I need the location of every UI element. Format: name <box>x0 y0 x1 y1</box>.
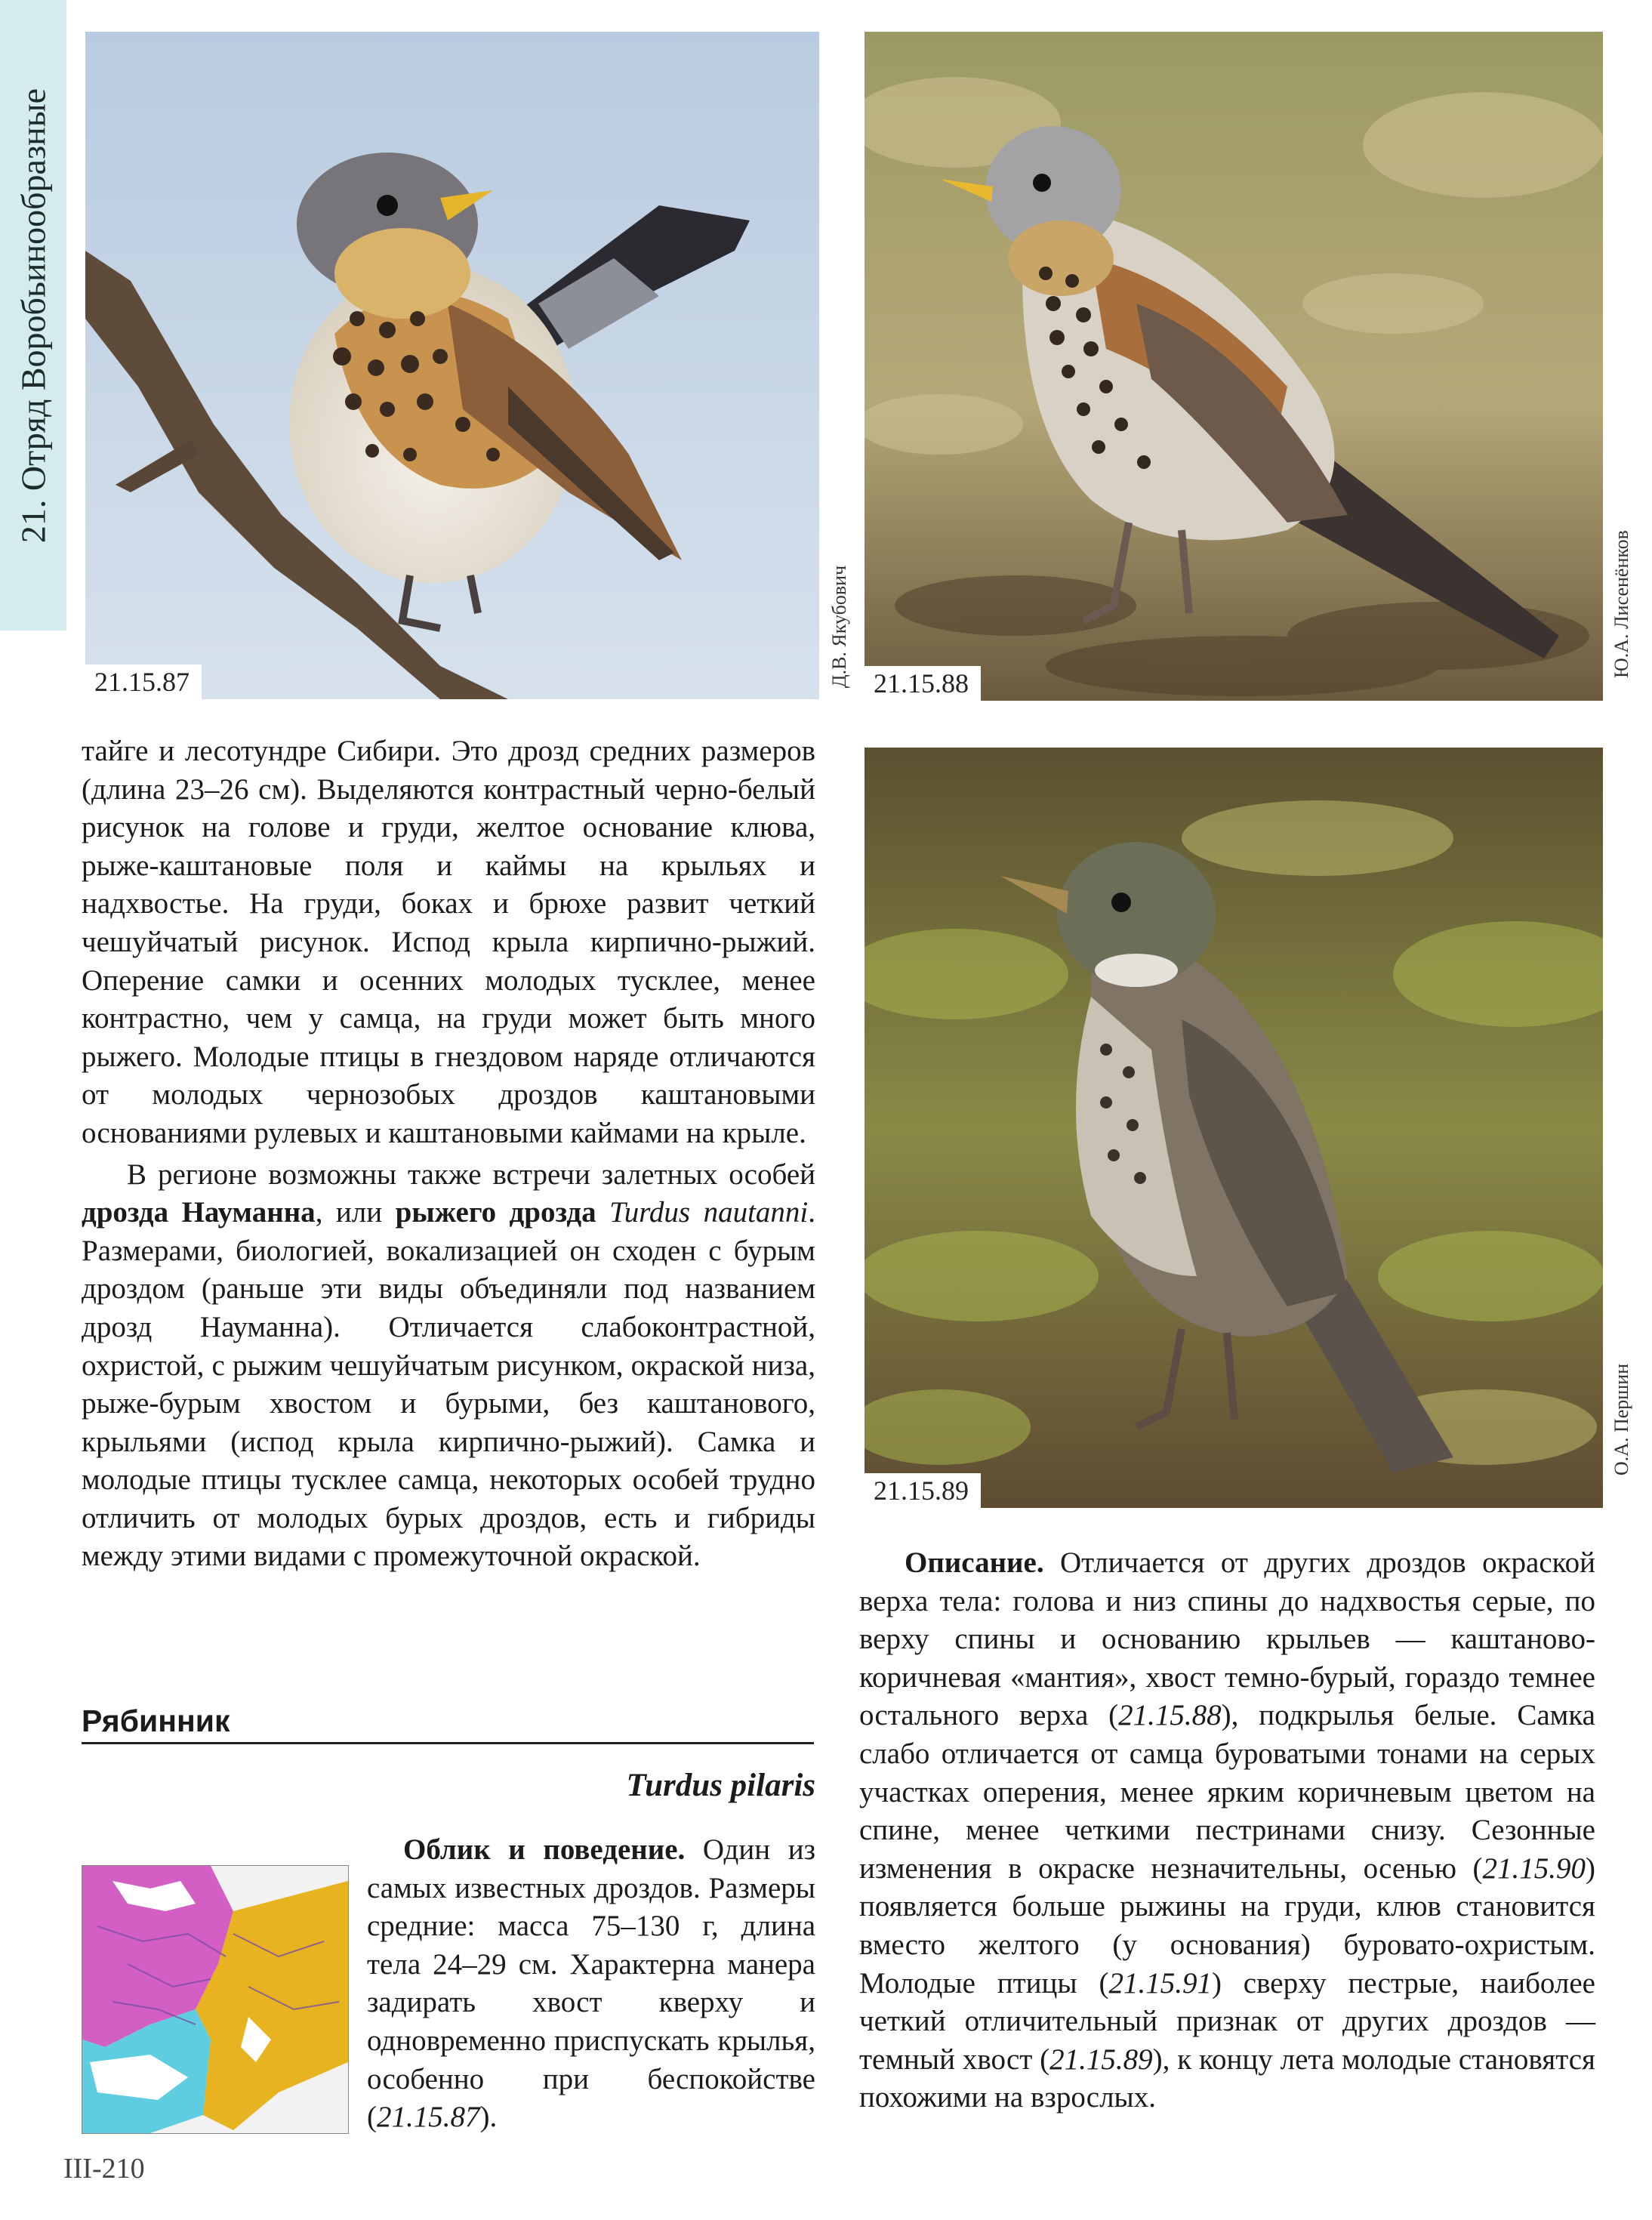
photo-credit: Ю.А. Лисенёнков <box>1610 530 1632 678</box>
photo-fieldfare-ground <box>865 32 1603 701</box>
text-run: ), подкрылья белые. Самка слабо отличается от самца буроватыми тонами на серых участках оперения, менее ярким коричневым цветом на спине, менее четкими пестринами снизу. Сезонные изменения в окраске незначительны, осенью ( <box>859 1699 1595 1885</box>
text-run: ) сверху пестрые, наиболее четкий отличительный признак от других дроздов — темный хвост ( <box>859 1966 1595 2076</box>
text-run: ). <box>479 2101 498 2134</box>
text-run: Один из самых известных дроздов. Размеры средние: масса 75–130 г, длина тела 24–29 см. Характерна манера задирать хвост кверху и одновременно приспускать крылья, особенно при беспокойстве ( <box>367 1833 815 2134</box>
species-latin-name: Turdus pilaris <box>626 1768 815 1803</box>
text-run: В регионе возможны также встречи залетных особей <box>127 1158 815 1191</box>
paragraph-behavior <box>367 1831 815 2137</box>
photo-ref: 21.15.87 <box>377 2101 480 2134</box>
range-map <box>82 1865 349 2134</box>
paragraph-description <box>859 1544 1595 2117</box>
text-run: ) появляется больше рыжины на груди, клюв становится вместо желтого (у основания) буровато-охристым. Молодые птицы ( <box>859 1852 1595 2000</box>
photo-fieldfare-branch <box>85 32 819 699</box>
photo-label: 21.15.87 <box>85 664 202 699</box>
species-name: рыжего дрозда <box>395 1196 596 1229</box>
photo-label: 21.15.89 <box>865 1473 981 1508</box>
text-run: ), к концу лета молодые становятся похожими на взрослых. <box>859 2043 1595 2114</box>
photo-credit: О.А. Першин <box>1610 1363 1632 1476</box>
photo-ref: 21.15.89 <box>1049 2043 1153 2076</box>
left-column-text <box>82 732 815 1576</box>
text-run: Отличается от других дроздов окраской верха тела: голова и низ спины до надхвостья серые, по верху спины и основанию крыльев — каштаново-коричневая «мантия», хвост темно-бурый, гораздо темнее остального верха ( <box>859 1546 1595 1732</box>
species-heading: Рябинник <box>82 1704 814 1744</box>
bird-on-branch-image <box>85 32 819 699</box>
text-run: . Размерами, биологией, вокализацией он сходен с бурым дроздом (раньше эти виды объединяли под названием дрозд Науманна). Отличается слабоконтрастной, охристой, с рыжим чешуйчатым рисунком, окраской низа, рыже-бурым хвостом и бурыми, без каштанового, крыльями (испод крыла кирпично-рыжий). Самка и молодые птицы тусклее самца, некоторых особей трудно отличить от молодых бурых дроздов, есть и гибриды между этими видами с промежуточной окраской. <box>82 1196 816 1573</box>
chapter-tab <box>0 0 66 631</box>
description-text <box>859 1544 1595 2117</box>
photo-ref: 21.15.91 <box>1108 1966 1212 2000</box>
bird-on-ground-image <box>865 32 1603 701</box>
text-run <box>596 1196 609 1229</box>
photo-ref: 21.15.90 <box>1482 1852 1586 1885</box>
photo-ref: 21.15.88 <box>1118 1699 1222 1732</box>
section-label: Облик и поведение. <box>403 1833 686 1866</box>
photo-label: 21.15.88 <box>865 666 981 701</box>
page-number: III-210 <box>63 2153 145 2185</box>
photo-credit: Д.В. Якубович <box>828 565 850 689</box>
range-map-image <box>82 1866 348 2133</box>
chapter-title: 21. Отряд Воробьинообразные <box>14 88 53 544</box>
behavior-text <box>367 1831 815 2137</box>
juvenile-bird-image <box>865 748 1603 1508</box>
latin-name: Turdus nautanni <box>609 1196 809 1229</box>
text-run: , или <box>315 1196 396 1229</box>
paragraph-naumann <box>82 1156 815 1577</box>
section-label: Описание. <box>905 1546 1044 1579</box>
paragraph: тайге и лесотундре Сибири. Это дрозд средних размеров (длина 23–26 см). Выделяются контрастный черно-белый рисунок на голове и груди, желтое основание клюва, рыже-каштановые поля и каймы на крыльях и надхвостье. На груди, боках и брюхе развит четкий чешуйчатый рисунок. Испод крыла кирпично-рыжий. Оперение самки и осенних молодых тусклее, менее контрастно, чем у самца, на груди может быть много рыжего. Молодые птицы в гнездовом наряде отличаются от молодых чернозобых дроздов каштановыми основаниями рулевых и каштановыми каймами на крыле. <box>82 735 815 1149</box>
photo-fieldfare-juvenile <box>865 748 1603 1508</box>
species-name: дрозда Науманна <box>82 1196 316 1229</box>
